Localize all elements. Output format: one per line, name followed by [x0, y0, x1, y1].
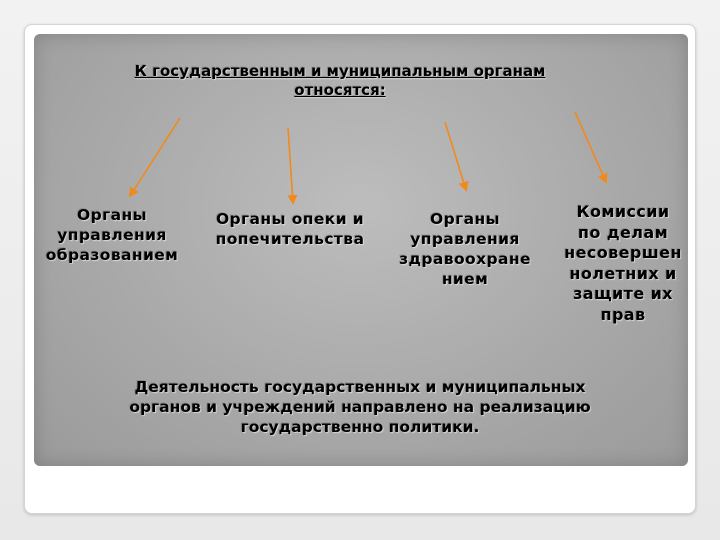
- box-line: Комиссии: [576, 202, 670, 221]
- arrow-to-health: [445, 122, 466, 190]
- box-line: Органы: [430, 210, 500, 228]
- box-line: Органы опеки и: [215, 210, 365, 228]
- box-health-authorities: [390, 209, 540, 289]
- footer-line: государственно политики.: [240, 418, 480, 436]
- footer-line: Деятельность государственных и муниципальных: [134, 378, 586, 396]
- arrow-to-education: [130, 118, 180, 196]
- box-line: нолетних и: [569, 263, 677, 283]
- footer-line: органов и учреждений направлено на реализацию: [129, 398, 591, 416]
- box-line: управления: [410, 230, 520, 248]
- box-line: нием: [441, 270, 489, 288]
- box-guardianship-authorities: [200, 209, 380, 249]
- arrow-to-guardianship: [288, 128, 293, 203]
- box-line: Органы: [77, 206, 147, 224]
- footer-statement: [60, 377, 660, 437]
- box-line: попечительства: [215, 230, 365, 248]
- arrow-to-commission: [575, 112, 606, 182]
- box-line: прав: [600, 304, 646, 324]
- box-line: несовершен: [564, 243, 682, 262]
- title-line: относятся:: [294, 81, 386, 99]
- diagram-title: [60, 62, 620, 100]
- title-line: К государственным и муниципальным органам: [134, 62, 546, 80]
- box-line: по делам: [577, 222, 669, 242]
- box-line: управления: [57, 226, 167, 244]
- box-line: здравоохране: [399, 250, 531, 268]
- box-line: образованием: [45, 246, 179, 264]
- box-line: защите их: [573, 284, 673, 303]
- box-education-authorities: [32, 205, 192, 265]
- box-juvenile-commission: [548, 202, 698, 325]
